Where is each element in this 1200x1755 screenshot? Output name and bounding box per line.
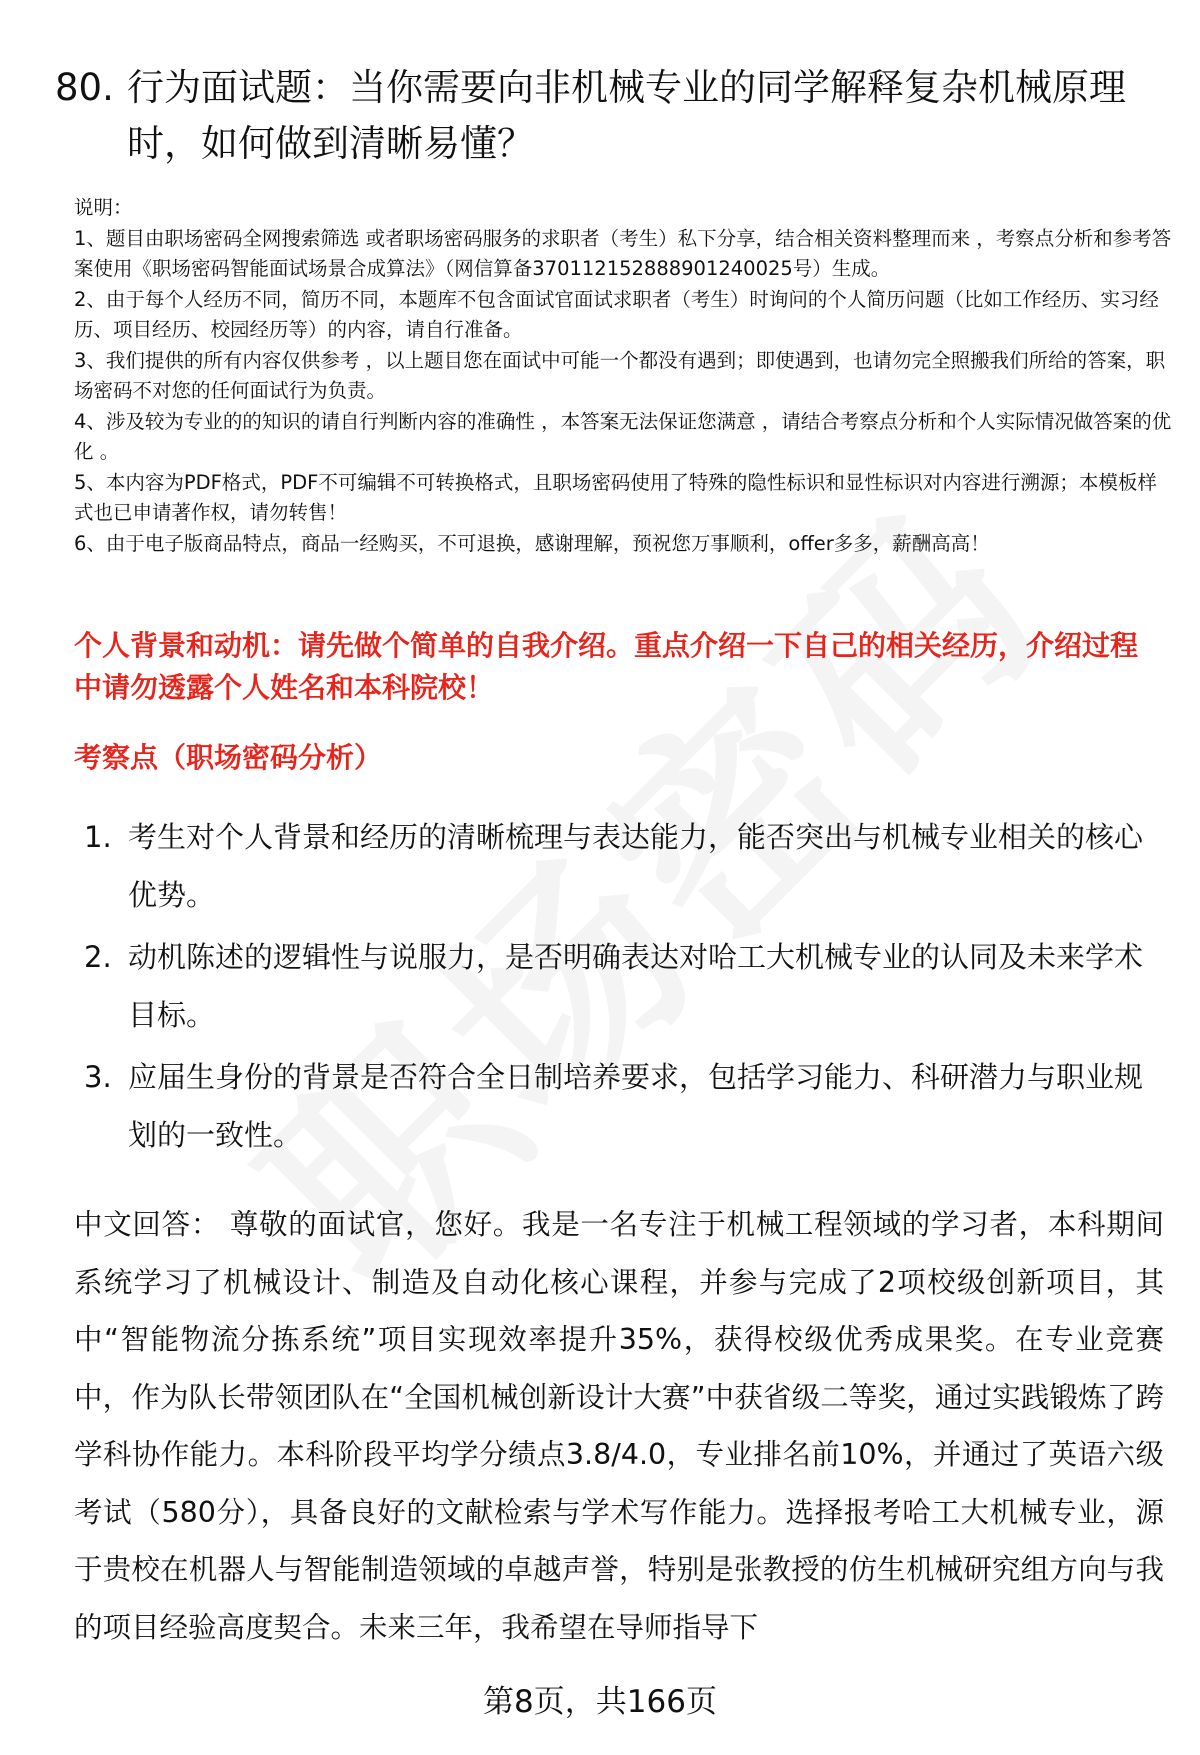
- note-item: 4、涉及较为专业的的知识的请自行判断内容的准确性 ，本答案无法保证您满意 ，请结合考察点分析和个人实际情况做答案的优化 。: [74, 409, 1172, 463]
- note-item: 2、由于每个人经历不同，简历不同，本题库不包含面试官面试求职者（考生）时询问的个人简历问题（比如工作经历、实习经历、项目经历、校园经历等）的内容，请自行准备。: [74, 287, 1159, 341]
- question-number: 80.: [55, 66, 114, 109]
- answer-paragraph: 中文回答： 尊敬的面试官，您好。我是一名专注于机械工程领域的学习者，本科期间系统学习了机械设计、制造及自动化核心课程，并参与完成了2项校级创新项目，其中“智能物流分拣系统”项目实现效率提升35%，获得校级优秀成果奖。在专业竞赛中，作为队长带领团队在“全国机械创新设计大赛”中获省级二等奖，通过实践锻炼了跨学科协作能力。本科阶段平均学分绩点3.8/4.0，专业排名前10%，并通过了英语六级考试（580分），具备良好的文献检索与学术写作能力。选择报考哈工大机械专业，源于贵校在机器人与智能制造领域的卓越声誉，特别是张教授的仿生机械研究组方向与我的项目经验高度契合。未来三年，我希望在导师指导下: [74, 1208, 1164, 1644]
- page-footer: 第8页，共166页: [483, 1684, 717, 1720]
- point-number: 3.: [84, 1060, 112, 1094]
- list-item: [84, 928, 1154, 1044]
- notes-heading: 说明：: [74, 196, 133, 219]
- note-item: 1、题目由职场密码全网搜索筛选 或者职场密码服务的求职者（考生）私下分享，结合相关资料整理而来 ，考察点分析和参考答案使用《职场密码智能面试场景合成算法》（网信算备370112152888901240025号）生成。: [74, 226, 1172, 280]
- point-text: 动机陈述的逻辑性与说服力，是否明确表达对哈工大机械专业的认同及未来学术目标。: [128, 940, 1144, 1032]
- section-heading: 个人背景和动机：请先做个简单的自我介绍。重点介绍一下自己的相关经历，介绍过程中请勿透露个人姓名和本科院校！: [74, 629, 1139, 704]
- question-text: 行为面试题：当你需要向非机械专业的同学解释复杂机械原理时，如何做到清晰易懂？: [127, 66, 1126, 165]
- notes-block: [74, 193, 1174, 559]
- note-item: 3、我们提供的所有内容仅供参考 ，以上题目您在面试中可能一个都没有遇到；即使遇到，也请勿完全照搬我们所给的答案，职场密码不对您的任何面试行为负责。: [74, 348, 1166, 402]
- point-text: 考生对个人背景和经历的清晰梳理与表达能力，能否突出与机械专业相关的核心优势。: [128, 820, 1144, 912]
- section-subheading: 考察点（职场密码分析）: [74, 741, 383, 774]
- point-number: 2.: [84, 940, 112, 974]
- point-text: 应届生身份的背景是否符合全日制培养要求，包括学习能力、科研潜力与职业规划的一致性。: [128, 1060, 1144, 1152]
- note-item: 5、本内容为PDF格式，PDF不可编辑不可转换格式，且职场密码使用了特殊的隐性标识和显性标识对内容进行溯源；本模板样式也已申请著作权，请勿转售！: [74, 470, 1157, 524]
- list-item: [84, 1048, 1154, 1164]
- point-number: 1.: [84, 820, 112, 854]
- question-title: [55, 60, 1145, 172]
- note-item: 6、由于电子版商品特点，商品一经购买，不可退换，感谢理解，预祝您万事顺利，offer多多，薪酬高高！: [74, 531, 990, 555]
- list-item: [84, 808, 1154, 924]
- assessment-points: [84, 808, 1154, 1168]
